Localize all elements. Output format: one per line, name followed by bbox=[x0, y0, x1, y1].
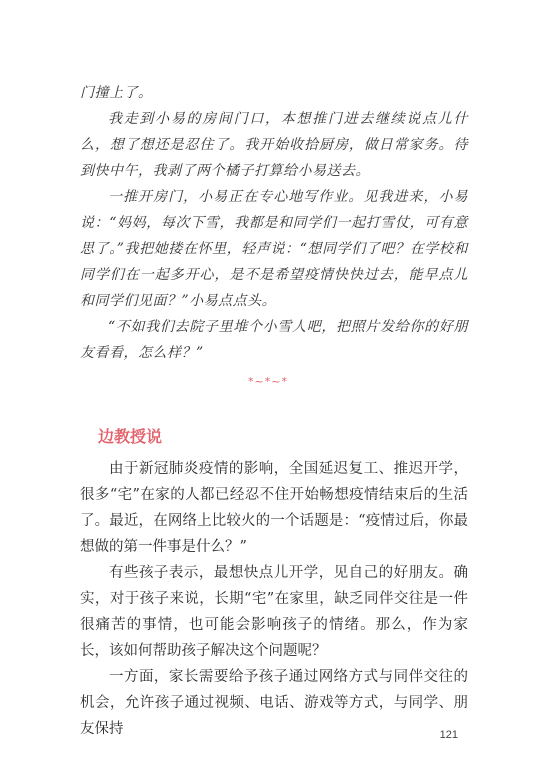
body-paragraph-1: 由于新冠肺炎疫情的影响，全国延迟复工、推迟开学，很多“宅”在家的人都已经忍不住开始畅想疫情结束后的生活了。最近，在网络上比较火的一个话题是：“疫情过后，你最想做的第一件事是什么？” bbox=[80, 461, 468, 555]
section-divider: *~*~* bbox=[248, 375, 288, 388]
section-body bbox=[80, 456, 468, 742]
section-heading: 边教授说 bbox=[98, 427, 163, 446]
story-paragraph-2: 我走到小易的房间门口，本想推门进去继续说点儿什么，想了想还是忍住了。我开始收拾厨房，做日常家务。待到快中午，我剥了两个橘子打算给小易送去。 bbox=[80, 111, 468, 179]
body-paragraph-3: 一方面，家长需要给予孩子通过网络方式与同伴交往的机会，允许孩子通过视频、电话、游戏等方式，与同学、朋友保持 bbox=[80, 669, 468, 737]
story-paragraph-1: 门撞上了。 bbox=[80, 85, 153, 101]
page-number: 121 bbox=[439, 729, 458, 741]
story-passage bbox=[80, 80, 468, 366]
story-paragraph-4: “不如我们去院子里堆个小雪人吧，把照片发给你的好朋友看看，怎么样？” bbox=[80, 319, 468, 361]
body-paragraph-2: 有些孩子表示，最想快点儿开学，见自己的好朋友。确实，对于孩子来说，长期“宅”在家里，缺乏同伴交往是一件很痛苦的事情，也可能会影响孩子的情绪。那么，作为家长，该如何帮助孩子解决这个问题呢？ bbox=[80, 565, 468, 659]
story-paragraph-3: 一推开房门，小易正在专心地写作业。见我进来，小易说：“妈妈，每次下雪，我都是和同学们一起打雪仗，可有意思了。”我把她搂在怀里，轻声说：“想同学们了吧？在学校和同学们在一起多开心，是不是希望疫情快快过去，能早点儿和同学们见面？”小易点点头。 bbox=[80, 189, 468, 309]
